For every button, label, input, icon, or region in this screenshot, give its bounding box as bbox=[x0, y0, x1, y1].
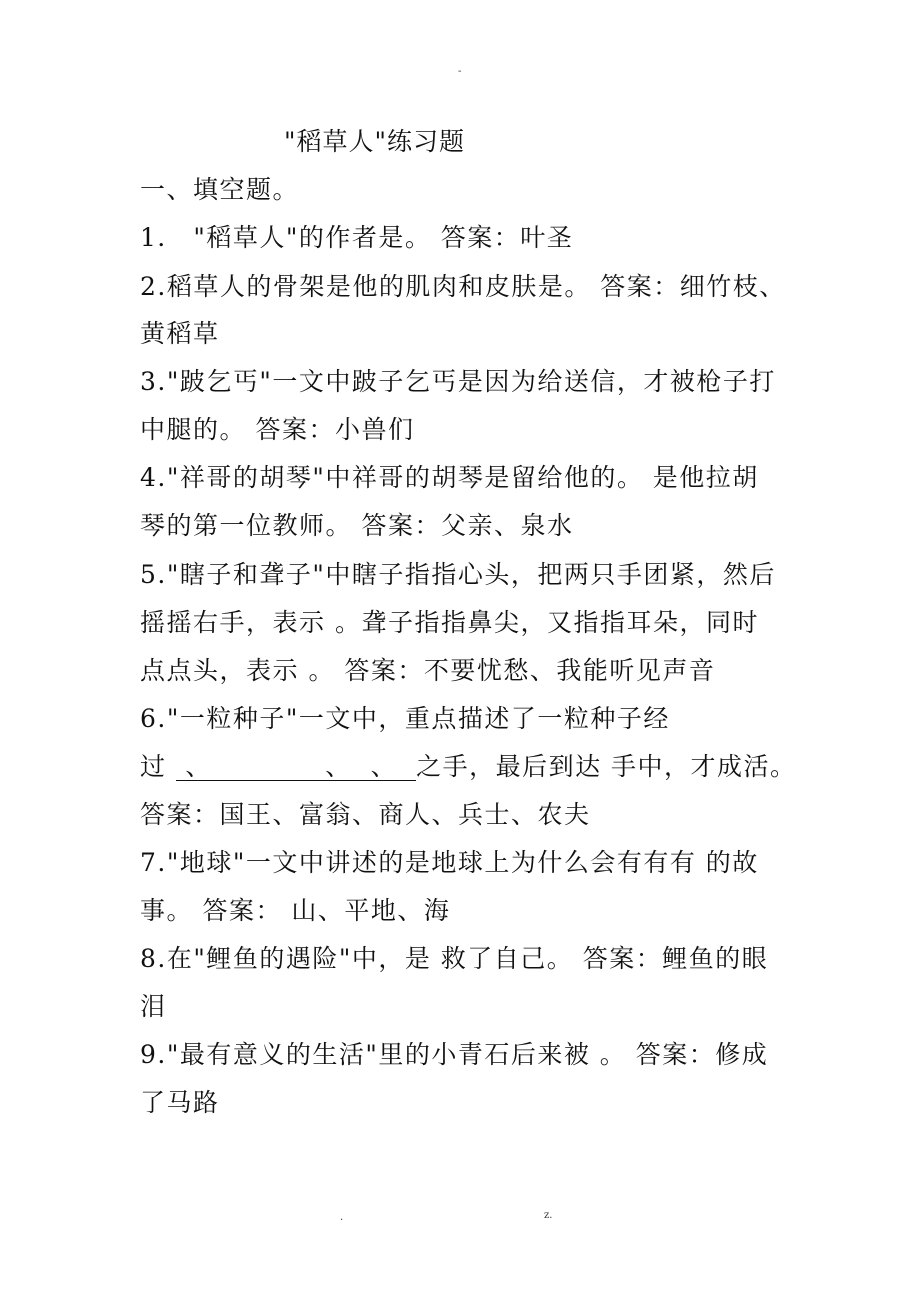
question-5-line-2: 摇摇右手，表示 。聋子指指鼻尖，又指指耳朵，同时 bbox=[140, 608, 759, 637]
question-7-line-1: 7."地球"一文中讲述的是地球上为什么会有有有 的故 bbox=[140, 848, 759, 877]
question-2-line-2: 黄稻草 bbox=[140, 319, 220, 348]
page-title: "稻草人"练习题 bbox=[284, 127, 465, 156]
question-6-suffix: 之手，最后到达 手中，才成活。 bbox=[416, 752, 797, 781]
question-6-line-1: 6."一粒种子"一文中，重点描述了一粒种子经 bbox=[140, 704, 670, 733]
question-4-line-2: 琴的第一位教师。 答案：父亲、泉水 bbox=[140, 511, 574, 540]
question-6-blank: 、 、 、 bbox=[175, 752, 417, 781]
header-mark: - bbox=[458, 66, 462, 77]
question-9-line-2: 了马路 bbox=[140, 1088, 220, 1117]
question-1: 1． "稻草人"的作者是。 答案：叶圣 bbox=[140, 223, 574, 252]
question-4-line-1: 4."祥哥的胡琴"中祥哥的胡琴是留给他的。 是他拉胡 bbox=[140, 463, 759, 492]
question-8-line-1: 8.在"鲤鱼的遇险"中，是 救了自己。 答案：鲤鱼的眼 bbox=[140, 944, 769, 973]
footer-right-mark: z. bbox=[544, 1210, 553, 1221]
question-8-line-2: 泪 bbox=[140, 992, 167, 1021]
section-heading: 一、填空题。 bbox=[140, 175, 300, 204]
question-5-line-3: 点点头，表示 。 答案：不要忧愁、我能听见声音 bbox=[140, 656, 716, 685]
question-6-line-3: 答案：国王、富翁、商人、兵士、农夫 bbox=[140, 800, 591, 829]
question-6-prefix: 过 bbox=[140, 752, 176, 781]
question-6-line-2 bbox=[140, 747, 797, 783]
footer-left-mark: . bbox=[340, 1212, 344, 1223]
question-7-line-2: 事。 答案： 山、平地、海 bbox=[140, 896, 451, 925]
question-5-line-1: 5."瞎子和聋子"中瞎子指指心头，把两只手团紧，然后 bbox=[140, 560, 776, 589]
question-3-line-1: 3."跛乞丐"一文中跛子乞丐是因为给送信，才被枪子打 bbox=[140, 367, 776, 396]
question-2-line-1: 2.稻草人的骨架是他的肌肉和皮肤是。 答案：细竹枝、 bbox=[140, 272, 786, 301]
question-9-line-1: 9."最有意义的生活"里的小青石后来被 。 答案：修成 bbox=[140, 1040, 769, 1069]
question-3-line-2: 中腿的。 答案：小兽们 bbox=[140, 415, 415, 444]
